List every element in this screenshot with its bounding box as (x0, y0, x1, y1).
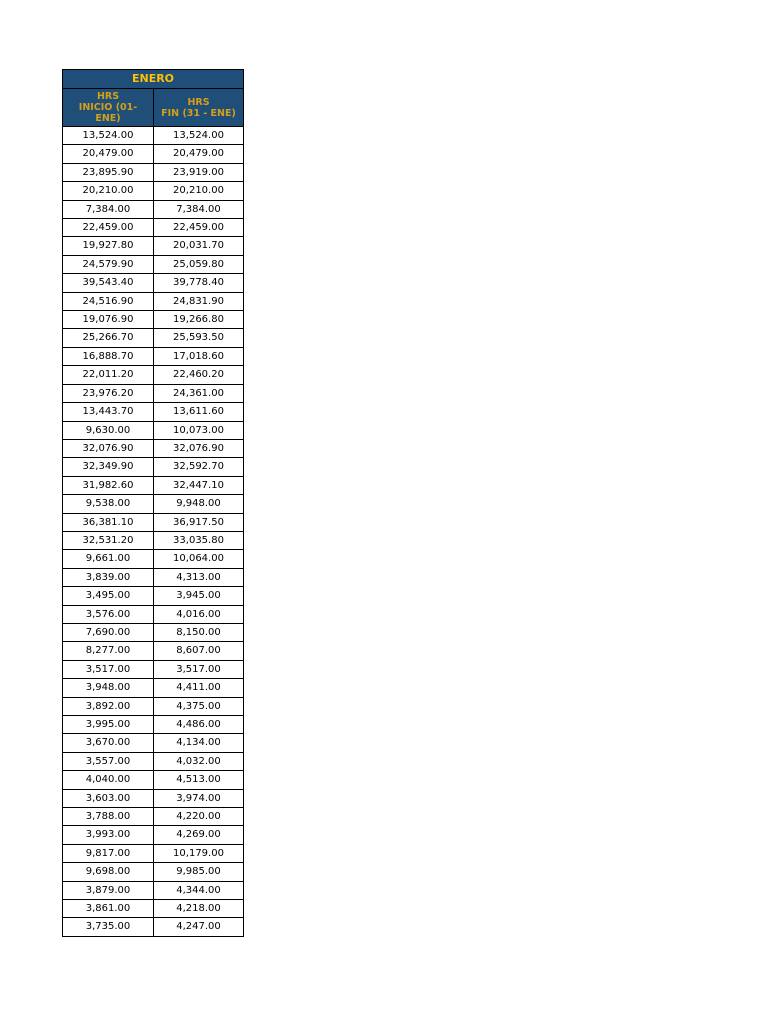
cell-hrs-fin[interactable]: 32,447.10 (154, 476, 244, 494)
cell-hrs-inicio[interactable]: 3,576.00 (63, 605, 154, 623)
cell-hrs-inicio[interactable]: 3,879.00 (63, 881, 154, 899)
cell-hrs-fin[interactable]: 4,247.00 (154, 918, 244, 936)
cell-hrs-inicio[interactable]: 19,927.80 (63, 237, 154, 255)
table-row (63, 550, 244, 568)
cell-hrs-inicio[interactable]: 3,892.00 (63, 697, 154, 715)
cell-hrs-inicio[interactable]: 3,788.00 (63, 808, 154, 826)
column-header-line: HRS (96, 91, 120, 102)
cell-hrs-fin[interactable]: 23,919.00 (154, 163, 244, 181)
cell-hrs-fin[interactable]: 4,411.00 (154, 679, 244, 697)
cell-hrs-fin[interactable]: 4,269.00 (154, 826, 244, 844)
cell-hrs-inicio[interactable]: 3,995.00 (63, 716, 154, 734)
cell-hrs-inicio[interactable]: 3,495.00 (63, 587, 154, 605)
cell-hrs-fin[interactable]: 3,974.00 (154, 789, 244, 807)
table-body (63, 127, 244, 937)
table-row (63, 366, 244, 384)
column-header-inicio[interactable] (63, 89, 154, 127)
cell-hrs-fin[interactable]: 10,064.00 (154, 550, 244, 568)
cell-hrs-inicio[interactable]: 19,076.90 (63, 311, 154, 329)
table-row (63, 329, 244, 347)
table-row (63, 660, 244, 678)
cell-hrs-fin[interactable]: 33,035.80 (154, 531, 244, 549)
table-row (63, 918, 244, 936)
column-header-line: HRS (187, 96, 210, 108)
table-row (63, 237, 244, 255)
table-row (63, 808, 244, 826)
cell-hrs-inicio[interactable]: 3,670.00 (63, 734, 154, 752)
table-row (63, 863, 244, 881)
table-row (63, 200, 244, 218)
table-row (63, 384, 244, 402)
cell-hrs-fin[interactable]: 8,607.00 (154, 642, 244, 660)
cell-hrs-inicio[interactable]: 16,888.70 (63, 347, 154, 365)
table-row (63, 844, 244, 862)
table-row (63, 163, 244, 181)
table-row (63, 513, 244, 531)
cell-hrs-fin[interactable]: 4,220.00 (154, 808, 244, 826)
cell-hrs-inicio[interactable]: 13,443.70 (63, 403, 154, 421)
table-row (63, 182, 244, 200)
table-row (63, 716, 244, 734)
cell-hrs-inicio[interactable]: 24,579.90 (63, 255, 154, 273)
table-row (63, 900, 244, 918)
table-row (63, 255, 244, 273)
table-row (63, 752, 244, 770)
cell-hrs-fin[interactable]: 8,150.00 (154, 623, 244, 641)
table-row (63, 219, 244, 237)
hours-table (62, 69, 244, 937)
cell-hrs-inicio[interactable]: 39,543.40 (63, 274, 154, 292)
cell-hrs-fin[interactable]: 17,018.60 (154, 347, 244, 365)
cell-hrs-fin[interactable]: 4,513.00 (154, 771, 244, 789)
cell-hrs-inicio[interactable]: 9,538.00 (63, 495, 154, 513)
cell-hrs-inicio[interactable]: 36,381.10 (63, 513, 154, 531)
cell-hrs-inicio[interactable]: 7,690.00 (63, 623, 154, 641)
cell-hrs-fin[interactable]: 10,179.00 (154, 844, 244, 862)
cell-hrs-inicio[interactable]: 22,459.00 (63, 219, 154, 237)
cell-hrs-inicio[interactable]: 3,557.00 (63, 752, 154, 770)
cell-hrs-fin[interactable]: 22,460.20 (154, 366, 244, 384)
cell-hrs-inicio[interactable]: 3,861.00 (63, 900, 154, 918)
cell-hrs-fin[interactable]: 9,985.00 (154, 863, 244, 881)
cell-hrs-inicio[interactable]: 9,698.00 (63, 863, 154, 881)
table-row (63, 568, 244, 586)
cell-hrs-fin[interactable]: 20,210.00 (154, 182, 244, 200)
table-row (63, 127, 244, 145)
cell-hrs-inicio[interactable]: 20,479.00 (63, 145, 154, 163)
table-row (63, 347, 244, 365)
table-row (63, 605, 244, 623)
cell-hrs-inicio[interactable]: 23,976.20 (63, 384, 154, 402)
month-title[interactable]: ENERO (63, 70, 244, 89)
table-row (63, 587, 244, 605)
cell-hrs-inicio[interactable]: 3,517.00 (63, 660, 154, 678)
cell-hrs-fin[interactable]: 3,945.00 (154, 587, 244, 605)
table-row (63, 311, 244, 329)
table-row (63, 623, 244, 641)
table-row (63, 439, 244, 457)
table-row (63, 495, 244, 513)
cell-hrs-inicio[interactable]: 25,266.70 (63, 329, 154, 347)
cell-hrs-inicio[interactable]: 3,603.00 (63, 789, 154, 807)
table-row (63, 145, 244, 163)
table-row (63, 679, 244, 697)
cell-hrs-fin[interactable]: 24,831.90 (154, 292, 244, 310)
cell-hrs-inicio[interactable]: 7,384.00 (63, 200, 154, 218)
table-row (63, 476, 244, 494)
cell-hrs-fin[interactable]: 4,218.00 (154, 900, 244, 918)
table-row (63, 826, 244, 844)
cell-hrs-fin[interactable]: 20,031.70 (154, 237, 244, 255)
cell-hrs-inicio[interactable]: 9,630.00 (63, 421, 154, 439)
cell-hrs-fin[interactable]: 4,016.00 (154, 605, 244, 623)
cell-hrs-inicio[interactable]: 9,817.00 (63, 844, 154, 862)
table-row (63, 292, 244, 310)
cell-hrs-fin[interactable]: 4,344.00 (154, 881, 244, 899)
table-row (63, 789, 244, 807)
spreadsheet (62, 69, 243, 937)
table-row (63, 734, 244, 752)
cell-hrs-fin[interactable]: 25,059.80 (154, 255, 244, 273)
cell-hrs-inicio[interactable]: 32,531.20 (63, 531, 154, 549)
table-row (63, 531, 244, 549)
table-row (63, 642, 244, 660)
cell-hrs-fin[interactable]: 13,611.60 (154, 403, 244, 421)
cell-hrs-fin[interactable]: 4,313.00 (154, 568, 244, 586)
column-header-row (63, 89, 244, 127)
table-row (63, 274, 244, 292)
cell-hrs-inicio[interactable]: 32,076.90 (63, 439, 154, 457)
cell-hrs-fin[interactable]: 13,524.00 (154, 127, 244, 145)
cell-hrs-fin[interactable]: 10,073.00 (154, 421, 244, 439)
table-row (63, 421, 244, 439)
table-row (63, 403, 244, 421)
column-header-line: FIN (31 - ENE) (161, 107, 236, 119)
cell-hrs-inicio[interactable]: 3,948.00 (63, 679, 154, 697)
cell-hrs-inicio[interactable]: 31,982.60 (63, 476, 154, 494)
column-header-fin[interactable] (154, 89, 244, 127)
cell-hrs-fin[interactable]: 32,592.70 (154, 458, 244, 476)
table-row (63, 697, 244, 715)
cell-hrs-inicio[interactable]: 4,040.00 (63, 771, 154, 789)
cell-hrs-fin[interactable]: 19,266.80 (154, 311, 244, 329)
title-row (63, 70, 244, 89)
cell-hrs-inicio[interactable]: 3,839.00 (63, 568, 154, 586)
column-header-line: INICIO (01- (78, 102, 138, 113)
cell-hrs-inicio[interactable]: 3,735.00 (63, 918, 154, 936)
cell-hrs-inicio[interactable]: 3,993.00 (63, 826, 154, 844)
cell-hrs-fin[interactable]: 20,479.00 (154, 145, 244, 163)
cell-hrs-inicio[interactable]: 9,661.00 (63, 550, 154, 568)
cell-hrs-inicio[interactable]: 23,895.90 (63, 163, 154, 181)
cell-hrs-fin[interactable]: 36,917.50 (154, 513, 244, 531)
cell-hrs-inicio[interactable]: 32,349.90 (63, 458, 154, 476)
cell-hrs-fin[interactable]: 32,076.90 (154, 439, 244, 457)
table-row (63, 458, 244, 476)
cell-hrs-inicio[interactable]: 24,516.90 (63, 292, 154, 310)
cell-hrs-inicio[interactable]: 20,210.00 (63, 182, 154, 200)
cell-hrs-fin[interactable]: 4,032.00 (154, 752, 244, 770)
cell-hrs-fin[interactable]: 4,134.00 (154, 734, 244, 752)
cell-hrs-inicio[interactable]: 22,011.20 (63, 366, 154, 384)
cell-hrs-inicio[interactable]: 8,277.00 (63, 642, 154, 660)
cell-hrs-fin[interactable]: 7,384.00 (154, 200, 244, 218)
cell-hrs-fin[interactable]: 39,778.40 (154, 274, 244, 292)
cell-hrs-fin[interactable]: 22,459.00 (154, 219, 244, 237)
cell-hrs-fin[interactable]: 9,948.00 (154, 495, 244, 513)
table-row (63, 881, 244, 899)
cell-hrs-fin[interactable]: 4,375.00 (154, 697, 244, 715)
cell-hrs-fin[interactable]: 3,517.00 (154, 660, 244, 678)
column-header-line: ENE) (95, 113, 121, 124)
table-row (63, 771, 244, 789)
cell-hrs-fin[interactable]: 25,593.50 (154, 329, 244, 347)
cell-hrs-inicio[interactable]: 13,524.00 (63, 127, 154, 145)
cell-hrs-fin[interactable]: 24,361.00 (154, 384, 244, 402)
cell-hrs-fin[interactable]: 4,486.00 (154, 716, 244, 734)
